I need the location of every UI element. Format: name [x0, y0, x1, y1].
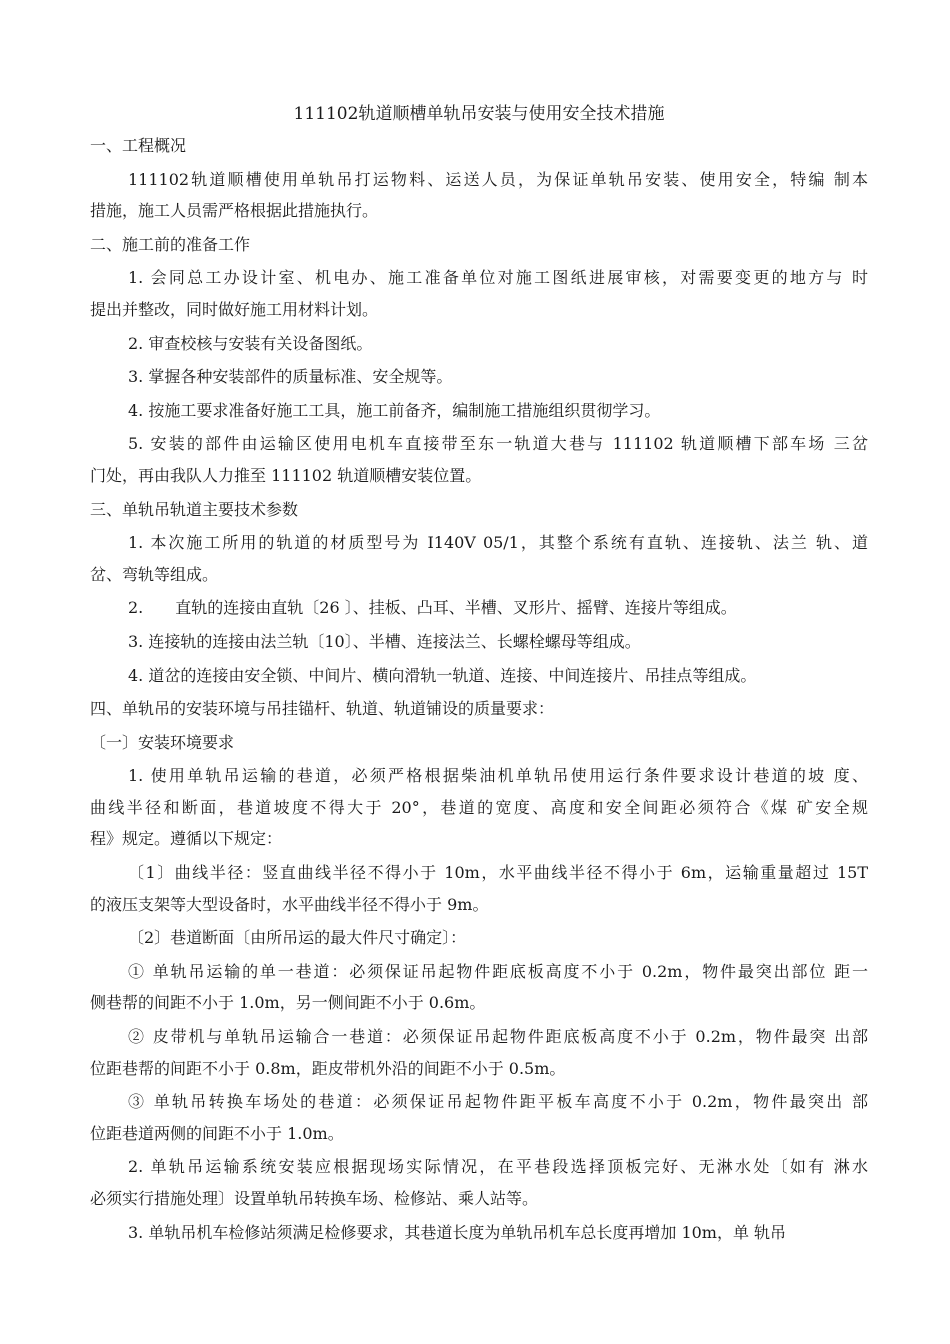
text-line: ① 单轨吊运输的单一巷道：必须保证吊起物件距底板高度不小于 0.2m，物件最突出部位 距一	[128, 961, 868, 981]
text-line: 3. 连接轨的连接由法兰轨〔10〕、半槽、连接法兰、长螺栓螺母等组成。	[128, 631, 641, 651]
paragraph	[90, 428, 868, 491]
paragraph	[90, 592, 868, 624]
paragraph	[90, 922, 868, 954]
text-line: 〔1〕曲线半径：竖直曲线半径不得小于 10m，水平曲线半径不得小于 6m，运输重量超过 15T	[128, 863, 868, 883]
paragraph	[90, 164, 868, 227]
text-line: 2. 单轨吊运输系统安装应根据现场实际情况，在平巷段选择顶板完好、无淋水处〔如有 淋水	[128, 1157, 868, 1177]
text-line: ③ 单轨吊转换车场处的巷道：必须保证吊起物件距平板车高度不小于 0.2m，物件最突出 部	[128, 1092, 868, 1112]
text-line: 位距巷道两侧的间距不小于 1.0m。	[90, 1123, 344, 1143]
paragraph	[90, 262, 868, 325]
paragraph	[90, 1217, 868, 1249]
text-line: 岔、弯轨等组成。	[90, 564, 219, 584]
paragraph	[90, 494, 868, 526]
paragraph	[90, 760, 868, 855]
text-line: 四、单轨吊的安装环境与吊挂锚杆、轨道、轨道铺设的质量要求：	[90, 699, 555, 719]
text-line: 的液压支架等大型设备时，水平曲线半径不得小于 9m。	[90, 894, 489, 914]
text-line: 门处，再由我队人力推至 111102 轨道顺槽安装位置。	[90, 465, 482, 485]
text-line: 1. 本次施工所用的轨道的材质型号为 I140V 05/1，其整个系统有直轨、连接轨、法兰 轨、道	[128, 533, 868, 553]
text-line: 111102轨道顺槽使用单轨吊打运物料、运送人员，为保证单轨吊安装、使用安全，特编 制本	[128, 169, 868, 189]
paragraph	[90, 727, 868, 759]
paragraph	[90, 361, 868, 393]
paragraph	[90, 130, 868, 162]
text-line: 4. 道岔的连接由安全锁、中间片、横向滑轨一轨道、连接、中间连接片、吊挂点等组成。	[128, 665, 757, 685]
text-line: 侧巷帮的间距不小于 1.0m，另一侧间距不小于 0.6m。	[90, 993, 486, 1013]
paragraph	[90, 693, 868, 725]
paragraph	[90, 857, 868, 920]
text-line: 程》规定。遵循以下规定：	[90, 829, 283, 849]
paragraph	[90, 1021, 868, 1084]
text-line: 位距巷帮的间距不小于 0.8m，距皮带机外沿的间距不小于 0.5m。	[90, 1058, 566, 1078]
text-line: 〔一〕安装环境要求	[90, 732, 235, 752]
text-line: 二、施工前的准备工作	[90, 234, 251, 254]
document-body	[90, 130, 868, 1248]
paragraph	[90, 527, 868, 590]
text-line: 提出并整改，同时做好施工用材料计划。	[90, 299, 379, 319]
text-line: 三、单轨吊轨道主要技术参数	[90, 499, 299, 519]
text-line: 3. 掌握各种安装部件的质量标准、安全规等。	[128, 367, 453, 387]
document-title: 111102轨道顺槽单轨吊安装与使用安全技术措施	[293, 104, 665, 124]
paragraph	[90, 395, 868, 427]
text-line: 1. 使用单轨吊运输的巷道，必须严格根据柴油机单轨吊使用运行条件要求设计巷道的坡 度、	[128, 766, 868, 786]
text-line: 5. 安装的部件由运输区使用电机车直接带至东一轨道大巷与 111102 轨道顺槽下部车场 三岔	[128, 434, 868, 454]
paragraph	[90, 1086, 868, 1149]
paragraph	[90, 328, 868, 360]
text-line: 一、工程概况	[90, 136, 187, 155]
text-line: 2. 审查校核与安装有关设备图纸。	[128, 333, 373, 353]
text-line: 〔2〕巷道断面〔由所吊运的最大件尺寸确定〕：	[128, 928, 467, 948]
paragraph	[90, 229, 868, 261]
text-line: 4. 按施工要求准备好施工工具，施工前备齐，编制施工措施组织贯彻学习。	[128, 400, 661, 420]
text-line: ② 皮带机与单轨吊运输合一巷道：必须保证吊起物件距底板高度不小于 0.2m，物件最突 出部	[128, 1027, 868, 1047]
paragraph	[90, 626, 868, 658]
text-line: 2. 直轨的连接由直轨〔26 〕、挂板、凸耳、半槽、叉形片、摇臂、连接片等组成。	[128, 598, 737, 618]
text-line: 曲线半径和断面，巷道坡度不得大于 20°，巷道的宽度、高度和安全间距必须符合《煤 矿安全规	[90, 797, 868, 817]
text-line: 必须实行措施处理〕设置单轨吊转换车场、检修站、乘人站等。	[90, 1189, 539, 1208]
paragraph	[90, 956, 868, 1019]
paragraph	[90, 660, 868, 692]
text-line: 1. 会同总工办设计室、机电办、施工准备单位对施工图纸进展审核，对需要变更的地方与 时	[128, 268, 868, 288]
text-line: 措施，施工人员需严格根据此措施执行。	[90, 201, 379, 221]
paragraph	[90, 1151, 868, 1214]
text-line: 3. 单轨吊机车检修站须满足检修要求，其巷道长度为单轨吊机车总长度再增加 10m，单 轨吊	[128, 1222, 787, 1242]
